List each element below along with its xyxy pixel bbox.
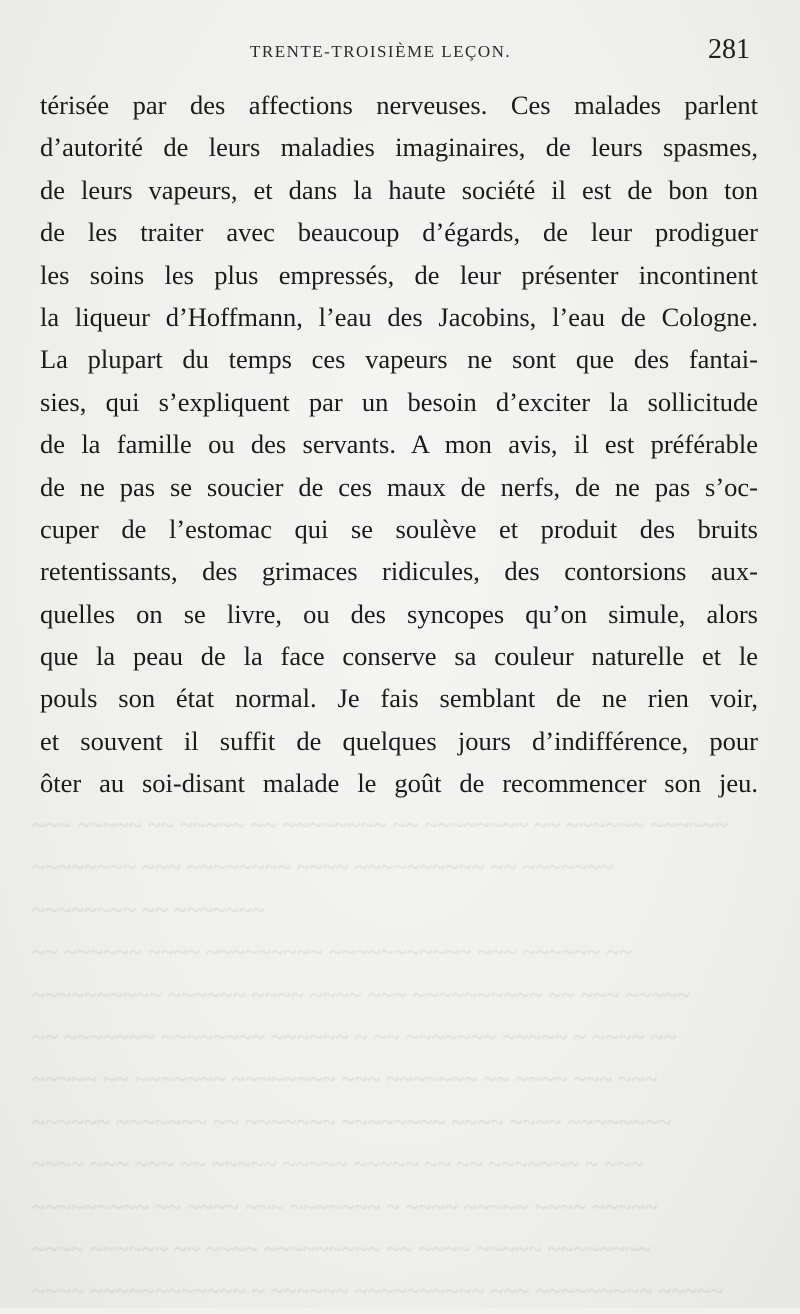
running-title: TRENTE-TROISIÈME LEÇON. bbox=[250, 42, 512, 61]
text-line: et souvent il suffit de quelques jours d’indifférence, pour bbox=[40, 725, 758, 756]
text-line: ôter au soi-disant malade le goût de recommencer son jeu. bbox=[40, 768, 758, 799]
text-line: quelles on se livre, ou des syncopes qu’on simule, alors bbox=[40, 598, 758, 629]
text-line: les soins les plus empressés, de leur présenter incontinent bbox=[40, 259, 758, 290]
bleed-through-texture: ~~~ ~~~~~ ~~ ~~~~~ ~~ ~~~~~~~~ ~~ ~~~~~~~~ ~~ ~~~~~~ ~~~~~~ ~~~~~~~~ ~~~ ~~~~~~~~ ~~~~ ~~~~~~~~~~ ~~ ~~~~~~~ ~~~~~~~~ ~~ ~~~~~~~ ~~ ~~~~~~ ~~~~ ~~~~~~~~~ ~~~~~~~~~~~ ~~~ ~~~~~~ ~~ ~~~~~~~~~~ ~~~~~~ ~~~~ ~~~~ ~~~ ~~~~~~~~~~ ~~ ~~~ ~~~~~ ~~ ~~~~~~~ ~~~~~~~~ ~~~~~~ ~ ~~ ~~~~~~~ ~~~~~ ~ ~~~~ ~~ ~~~~~ ~~ ~~~~~~~ ~~~~~~~~ ~~~ ~~~~~~~ ~~ ~~~~ ~~~ ~~~ ~~~~~~ ~~~~~~~ ~~ ~~~~~~~ ~~~~~~~~ ~~~~ ~~~~ ~~~~~~~~ ~~~~ ~~~ ~~~ ~~ ~~~~~ ~~~~~ ~~~~~ ~~ ~~ ~~~~~~~ ~ ~~~ ~~~~~~~~~ ~~ ~~~~ ~~~ ~~~~~~~ ~ ~~~~ ~~~~~ ~~~~ ~~~~~ ~~~~ ~~~~~~ ~~ ~~~~ ~~~~~~~~~ ~~ ~~~~ ~~~~~ ~~~~~~~~ ~~~~ ~~~~~~~~~~~~ ~ ~~~~~~ ~~~~~~~~~~ ~~~ ~~~~~~~~~ ~~~~~ bbox=[32, 813, 729, 1306]
text-line: retentissants, des grimaces ridicules, des contorsions aux- bbox=[40, 556, 758, 587]
text-line: de ne pas se soucier de ces maux de nerfs, de ne pas s’oc- bbox=[40, 471, 758, 502]
text-line: sies, qui s’expliquent par un besoin d’exciter la sollicitude bbox=[40, 386, 758, 417]
body-text bbox=[40, 84, 758, 805]
text-line: que la peau de la face conserve sa couleur naturelle et le bbox=[40, 641, 758, 672]
text-line: de la famille ou des servants. A mon avis, il est préférable bbox=[40, 429, 758, 460]
text-line: térisée par des affections nerveuses. Ces malades parlent bbox=[40, 90, 758, 120]
text-line: de leurs vapeurs, et dans la haute société il est de bon ton bbox=[40, 174, 758, 205]
text-line: pouls son état normal. Je fais semblant de ne rien voir, bbox=[40, 683, 758, 714]
text-line: la liqueur d’Hoffmann, l’eau des Jacobins, l’eau de Cologne. bbox=[40, 301, 758, 332]
page-number: 281 bbox=[708, 34, 750, 65]
text-line: de les traiter avec beaucoup d’égards, de leur prodiguer bbox=[40, 217, 758, 248]
text-line: d’autorité de leurs maladies imaginaires, de leurs spasmes, bbox=[40, 132, 758, 163]
text-line: cuper de l’estomac qui se soulève et produit des bruits bbox=[40, 513, 758, 544]
text-line: La plupart du temps ces vapeurs ne sont que des fantai- bbox=[40, 344, 758, 375]
